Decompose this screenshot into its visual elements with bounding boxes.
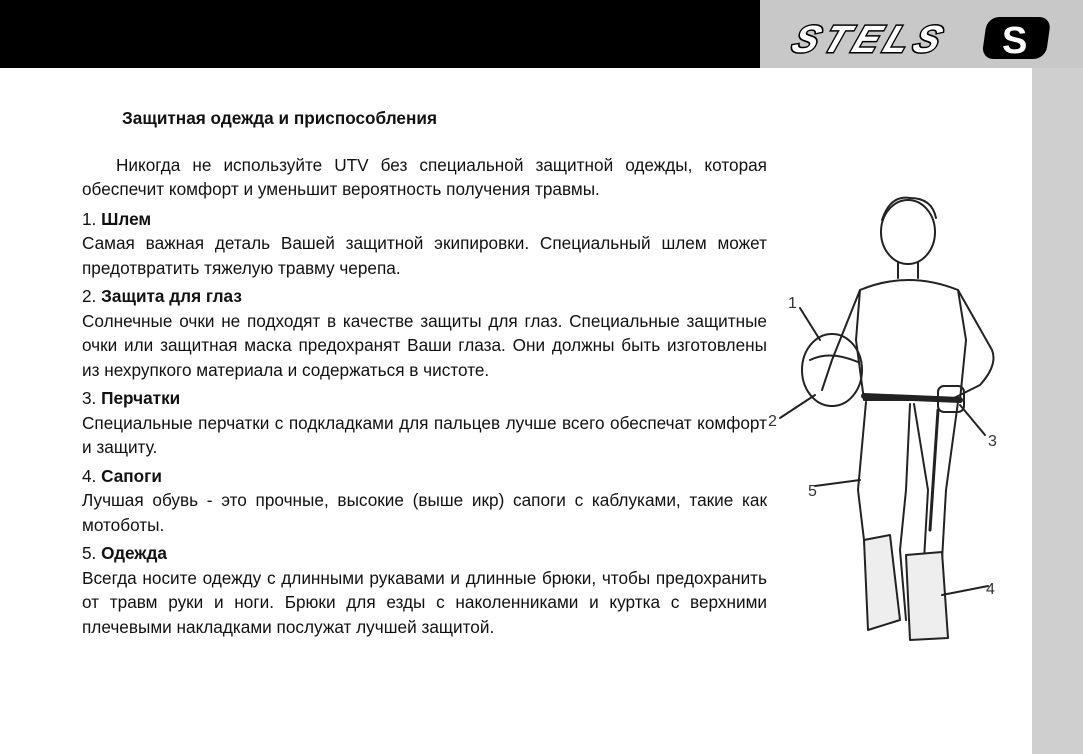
- section-text: Специальные перчатки с подкладками для пальцев лучше всего обеспечат комфорт и защиту.: [82, 412, 767, 457]
- section-text: Солнечные очки не подходят в качестве защиты для глаз. Специальные защитные очки или защитная маска предохранят Ваши глаза. Они должны быть изготовлены из нехрупкого материала и содержаться в чистоте.: [82, 310, 767, 380]
- svg-text:S: S: [1002, 20, 1028, 62]
- rider-illustration: [760, 190, 1035, 650]
- section-heading: 3. Перчатки: [82, 388, 181, 408]
- section-heading: 2. Защита для глаз: [82, 286, 242, 306]
- header-bar-black: [0, 0, 760, 68]
- section-text: Самая важная деталь Вашей защитной экипировки. Специальный шлем может предотвратить тяжелую травму черепа.: [82, 233, 767, 278]
- page-title: Защитная одежда и приспособления: [122, 108, 437, 128]
- section-heading: 5. Одежда: [82, 543, 167, 563]
- callout-4: 4: [986, 581, 995, 598]
- section-heading: 1. Шлем: [82, 208, 152, 229]
- section-text: Всегда носите одежду с длинными рукавами и длинные брюки, чтобы предохранить от травм руки и ноги. Брюки для езды с наколенниками и куртка с верхними плечевыми накладками послужат лучшей защитой.: [82, 567, 767, 637]
- document-body: [82, 106, 767, 639]
- callout-2: 2: [768, 413, 777, 430]
- section-heading: 4. Сапоги: [82, 465, 162, 486]
- callout-5: 5: [808, 483, 817, 500]
- callout-1: 1: [788, 295, 797, 312]
- callout-3: 3: [988, 433, 997, 450]
- stels-logo-text: STELS: [786, 18, 955, 61]
- stels-logo: [780, 12, 1060, 64]
- section-text: Лучшая обувь - это прочные, высокие (выше икр) сапоги с каблуками, такие как мотоботы.: [82, 490, 767, 535]
- intro-paragraph: Никогда не используйте UTV без специальной защитной одежды, которая обеспечит комфорт и уменьшит вероятность получения травмы.: [82, 154, 767, 199]
- side-margin-bar: [1032, 68, 1083, 754]
